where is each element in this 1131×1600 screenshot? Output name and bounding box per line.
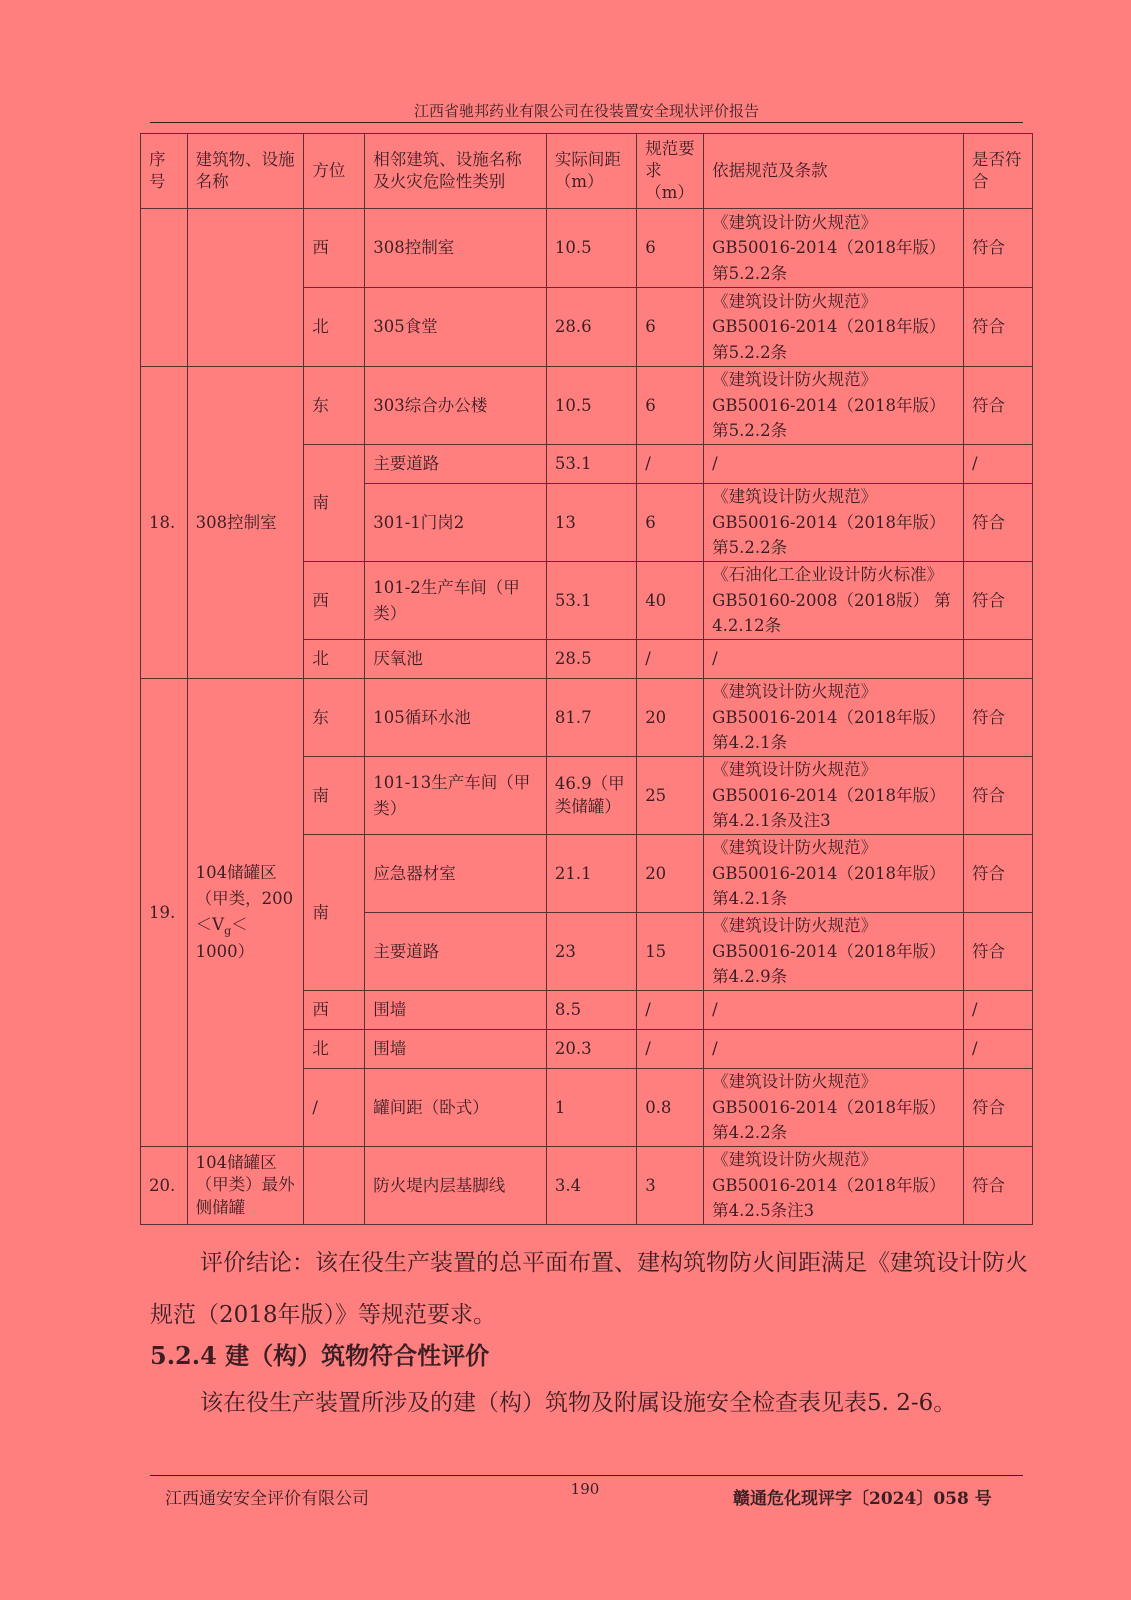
required-cell: 20	[637, 679, 704, 757]
direction-cell: 北	[304, 1030, 365, 1069]
basis-cell: 《石油化工企业设计防火标准》GB50160-2008（2018版） 第4.2.12条	[704, 562, 964, 640]
header-adjacent: 相邻建筑、设施名称及火灾危险性类别	[365, 134, 547, 209]
direction-cell: 南	[304, 445, 365, 562]
required-cell: 6	[637, 209, 704, 288]
seq-cell: 20.	[141, 1147, 188, 1225]
compliant-cell: 符合	[963, 1069, 1032, 1147]
fire-separation-table	[140, 133, 1033, 1225]
evaluation-conclusion: 评价结论：该在役生产装置的总平面布置、建构筑物防火间距满足《建筑设计防火规范（2018年版）》等规范要求。	[150, 1250, 1028, 1328]
compliant-cell: 符合	[963, 484, 1032, 562]
direction-cell: 北	[304, 288, 365, 367]
actual-cell: 20.3	[546, 1030, 636, 1069]
direction-cell: 南	[304, 835, 365, 991]
required-cell: 6	[637, 484, 704, 562]
name-cell	[187, 679, 304, 1147]
actual-cell: 10.5	[546, 367, 636, 445]
required-cell: 15	[637, 913, 704, 991]
seq-cell: 19.	[141, 679, 188, 1147]
actual-cell: 21.1	[546, 835, 636, 913]
adjacent-cell: 101-13生产车间（甲类）	[365, 757, 547, 835]
basis-cell: 《建筑设计防火规范》GB50016-2014（2018年版）第5.2.2条	[704, 484, 964, 562]
adjacent-cell: 防火堤内层基脚线	[365, 1147, 547, 1225]
adjacent-cell: 主要道路	[365, 445, 547, 484]
actual-cell: 23	[546, 913, 636, 991]
basis-cell: 《建筑设计防火规范》GB50016-2014（2018年版）第4.2.9条	[704, 913, 964, 991]
actual-cell: 3.4	[546, 1147, 636, 1225]
actual-cell: 28.5	[546, 640, 636, 679]
footer-rule	[150, 1475, 1023, 1476]
table-row	[141, 679, 1033, 757]
direction-cell: /	[304, 1069, 365, 1147]
adjacent-cell: 301-1门岗2	[365, 484, 547, 562]
adjacent-cell: 主要道路	[365, 913, 547, 991]
actual-cell: 10.5	[546, 209, 636, 288]
adjacent-cell: 308控制室	[365, 209, 547, 288]
direction-cell: 东	[304, 367, 365, 445]
compliant-cell: /	[963, 445, 1032, 484]
table-row	[141, 1147, 1033, 1225]
required-cell: /	[637, 1030, 704, 1069]
adjacent-cell: 101-2生产车间（甲类）	[365, 562, 547, 640]
section-heading: 5.2.4 建（构）筑物符合性评价	[150, 1341, 490, 1370]
basis-cell: 《建筑设计防火规范》GB50016-2014（2018年版）第4.2.5条注3	[704, 1147, 964, 1225]
header-required-distance: 规范要求（m）	[637, 134, 704, 209]
actual-cell: 13	[546, 484, 636, 562]
actual-cell: 81.7	[546, 679, 636, 757]
basis-cell: 《建筑设计防火规范》GB50016-2014（2018年版）第4.2.1条	[704, 835, 964, 913]
name-cell: 308控制室	[187, 367, 304, 679]
adjacent-cell: 303综合办公楼	[365, 367, 547, 445]
direction-cell: 西	[304, 209, 365, 288]
name-text: 104储罐区（甲类，200＜V	[195, 863, 294, 934]
compliant-cell	[963, 640, 1032, 679]
name-cell: 104储罐区（甲类）最外侧储罐	[187, 1147, 304, 1225]
adjacent-cell: 围墙	[365, 1030, 547, 1069]
adjacent-cell: 围墙	[365, 991, 547, 1030]
footer-company: 江西通安安全评价有限公司	[165, 1489, 369, 1509]
direction-cell: 东	[304, 679, 365, 757]
compliant-cell: 符合	[963, 835, 1032, 913]
name-cell	[187, 209, 304, 367]
compliant-cell: 符合	[963, 1147, 1032, 1225]
compliant-cell: /	[963, 1030, 1032, 1069]
header-seq: 序号	[141, 134, 188, 209]
required-cell: /	[637, 991, 704, 1030]
report-code: 赣通危化现评字〔2024〕058 号	[733, 1489, 992, 1509]
basis-cell: 《建筑设计防火规范》GB50016-2014（2018年版）第5.2.2条	[704, 367, 964, 445]
required-cell: 25	[637, 757, 704, 835]
direction-cell	[304, 1147, 365, 1225]
required-cell: 40	[637, 562, 704, 640]
header-actual-distance: 实际间距（m）	[546, 134, 636, 209]
compliant-cell: /	[963, 991, 1032, 1030]
seq-cell	[141, 209, 188, 367]
compliant-cell: 符合	[963, 679, 1032, 757]
adjacent-cell: 厌氧池	[365, 640, 547, 679]
report-header-title: 江西省驰邦药业有限公司在役装置安全现状评价报告	[413, 102, 759, 120]
actual-cell: 1	[546, 1069, 636, 1147]
actual-cell: 53.1	[546, 562, 636, 640]
required-cell: /	[637, 445, 704, 484]
basis-cell: 《建筑设计防火规范》GB50016-2014（2018年版）第4.2.1条	[704, 679, 964, 757]
compliant-cell: 符合	[963, 913, 1032, 991]
actual-cell: 53.1	[546, 445, 636, 484]
required-cell: 6	[637, 288, 704, 367]
body-paragraph: 该在役生产装置所涉及的建（构）筑物及附属设施安全检查表见表5. 2-6。	[200, 1390, 957, 1416]
direction-cell: 西	[304, 562, 365, 640]
adjacent-cell: 罐间距（卧式）	[365, 1069, 547, 1147]
table-header-row	[141, 134, 1033, 209]
basis-cell: /	[704, 991, 964, 1030]
basis-cell: /	[704, 640, 964, 679]
adjacent-cell: 305食堂	[365, 288, 547, 367]
direction-cell: 南	[304, 757, 365, 835]
basis-cell: /	[704, 445, 964, 484]
basis-cell: 《建筑设计防火规范》GB50016-2014（2018年版）第4.2.2条	[704, 1069, 964, 1147]
header-compliant: 是否符合	[963, 134, 1032, 209]
required-cell: 0.8	[637, 1069, 704, 1147]
compliant-cell: 符合	[963, 288, 1032, 367]
header-name: 建筑物、设施名称	[187, 134, 304, 209]
actual-cell: 8.5	[546, 991, 636, 1030]
table-row	[141, 367, 1033, 445]
name-tail: ＜1000）	[195, 914, 255, 961]
header-rule	[150, 122, 1023, 123]
required-cell: /	[637, 640, 704, 679]
name-subscript: g	[224, 923, 232, 937]
basis-cell: /	[704, 1030, 964, 1069]
direction-cell: 西	[304, 991, 365, 1030]
direction-cell: 北	[304, 640, 365, 679]
compliant-cell: 符合	[963, 367, 1032, 445]
adjacent-cell: 应急器材室	[365, 835, 547, 913]
header-basis: 依据规范及条款	[704, 134, 964, 209]
compliant-cell: 符合	[963, 757, 1032, 835]
actual-cell: 46.9（甲类储罐）	[546, 757, 636, 835]
basis-cell: 《建筑设计防火规范》GB50016-2014（2018年版）第5.2.2条	[704, 288, 964, 367]
required-cell: 20	[637, 835, 704, 913]
compliant-cell: 符合	[963, 562, 1032, 640]
required-cell: 3	[637, 1147, 704, 1225]
actual-cell: 28.6	[546, 288, 636, 367]
adjacent-cell: 105循环水池	[365, 679, 547, 757]
required-cell: 6	[637, 367, 704, 445]
seq-cell: 18.	[141, 367, 188, 679]
basis-cell: 《建筑设计防火规范》GB50016-2014（2018年版）第4.2.1条及注3	[704, 757, 964, 835]
compliant-cell: 符合	[963, 209, 1032, 288]
table-row	[141, 209, 1033, 288]
basis-cell: 《建筑设计防火规范》GB50016-2014（2018年版）第5.2.2条	[704, 209, 964, 288]
page-number: 190	[570, 1480, 600, 1498]
header-direction: 方位	[304, 134, 365, 209]
